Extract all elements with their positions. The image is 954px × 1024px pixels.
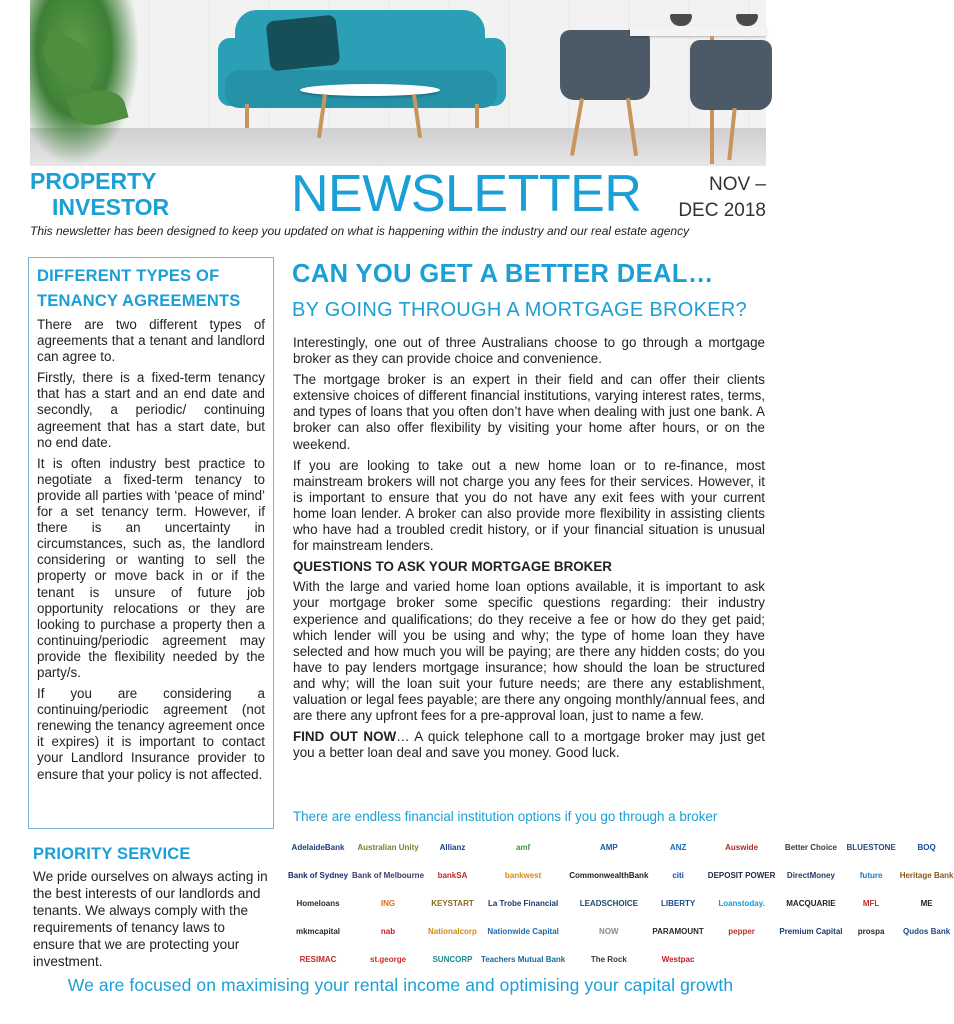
lender-logo: AdelaideBank [291, 843, 345, 852]
lender-logo: KEYSTART [431, 899, 474, 908]
lender-logo: bankSA [437, 871, 468, 880]
questions-paragraph: With the large and varied home loan options available, it is important to ask your mortgage broker some specific questions regarding: their industry experience and qualifications; do they receive a fee or how do they get paid; which lender will you be using and why; the type of home loan they have selected and how much you will be paying; are there any hidden costs; do you have to pay lenders mortgage insurance; how should the loan be structured and why; will the loan suit your future needs; are there any establishment, valuation or legal fees payable; are there any ongoing monthly/annual fees, and are there any upfront fees for a pre-approval loan, just to name a few. [293, 579, 765, 724]
lender-logos [288, 836, 954, 966]
find-out-lead: FIND OUT NOW [293, 729, 397, 745]
brand-line-1: PROPERTY [30, 168, 157, 194]
lender-logo: mkmcapital [295, 927, 341, 936]
lender-logo: Heritage Bank [899, 871, 954, 880]
find-out-paragraph [293, 729, 765, 761]
lender-logo: pepper [728, 927, 755, 936]
lender-logo: Allianz [439, 843, 466, 852]
lender-logo: Homeloans [296, 899, 340, 908]
tenancy-paragraph: It is often industry best practice to negotiate a fixed-term tenancy to provide all parties with ‘peace of mind’ for a set tenancy term. However, if there is an uncertainty in circumstances, such as, the landlord considering or wanting to sell the property or move back in or if the tenant is unsure of future job opportunity relocations or they are looking to purchase a property then a continuing/periodic agreement may provide the flexibility needed by the party/s. [37, 455, 265, 680]
lender-logo: Qudos Bank [903, 927, 951, 936]
lender-logo: The Rock [590, 955, 627, 964]
lender-logo: Nationwide Capital [487, 927, 559, 936]
lender-logo: ING [380, 899, 396, 908]
article-paragraph: Interestingly, one out of three Australians choose to go through a mortgage broker as they can provide choice and convenience. [293, 335, 765, 367]
lender-logo: Premium Capital [779, 927, 843, 936]
sofa-pillow [266, 14, 341, 71]
hero-floor [30, 128, 766, 166]
lender-logo: La Trobe Financial [487, 899, 559, 908]
lender-logo: RESIMAC [299, 955, 337, 964]
article-heading: CAN YOU GET A BETTER DEAL… [292, 260, 714, 288]
lender-logo: ANZ [669, 843, 687, 852]
tagline: This newsletter has been designed to keep you updated on what is happening within the industry and our real estate agency [30, 224, 690, 238]
lender-logo: Loanstoday. [718, 899, 765, 908]
article-body [293, 335, 765, 766]
lender-logo: BOQ [917, 843, 936, 852]
dining-table [630, 26, 766, 36]
priority-text: We pride ourselves on always acting in the best interests of our landlords and tenants. We always comply with the requirements of tenancy laws to ensure that we are protecting your investment. [33, 869, 268, 969]
find-out-text: … A quick telephone call to a mortgage broker may just get you a better loan deal and save you money. Good luck. [293, 729, 766, 761]
lender-logo: future [859, 871, 883, 880]
lender-logo: Bank of Melbourne [352, 871, 425, 880]
lender-logo: Nationalcorp [428, 927, 477, 936]
lender-logo: MACQUARIE [786, 899, 836, 908]
footer-slogan: We are focused on maximising your rental income and optimising your capital growth [67, 975, 734, 995]
lender-logo: Teachers Mutual Bank [480, 955, 566, 964]
lender-logo: LEADSCHOICE [579, 899, 638, 908]
brand-name [30, 168, 169, 220]
priority-section [33, 842, 269, 970]
issue-date-line-1: NOV – [708, 174, 766, 195]
lender-logo: amf [515, 843, 531, 852]
article-paragraph: If you are looking to take out a new home loan or to re-finance, most mainstream brokers will not charge you any fees for their services. However, it is important to ensure that you do not have any exit fees with your current home loan lender. A broker can also provide more flexibility in assisting clients who have had a troubled credit history, or if your financial situation is unusual for mainstream lenders. [293, 457, 765, 554]
issue-date [650, 172, 766, 224]
lender-logo: AMP [599, 843, 618, 852]
questions-heading: QUESTIONS TO ASK YOUR MORTGAGE BROKER [293, 559, 612, 575]
article-paragraph: The mortgage broker is an expert in their field and can offer their clients extensive choices of different financial institutions, varying interest rates, terms, and types of loans that you often don’t have when dealing with just one bank. A broker can also offer flexibility by visiting your home after hours, or on the weekend. [293, 372, 765, 452]
article-subheading: BY GOING THROUGH A MORTGAGE BROKER? [292, 299, 748, 321]
newsletter-title: NEWSLETTER [291, 165, 642, 223]
lender-logo: SUNCORP [432, 955, 473, 964]
lender-logo: nab [380, 927, 396, 936]
hero-photo [30, 0, 766, 166]
issue-date-line-2: DEC 2018 [678, 200, 766, 221]
dining-chair [560, 30, 650, 100]
dining-chair [690, 40, 772, 110]
lender-logo: DEPOSIT POWER [707, 871, 776, 880]
priority-heading: PRIORITY SERVICE [33, 845, 191, 863]
lender-logo: ME [920, 899, 933, 908]
lender-logo: st.george [370, 955, 407, 964]
tenancy-paragraph: There are two different types of agreements that a tenant and landlord can agree to. [37, 317, 265, 365]
lender-logo: Better Choice [784, 843, 837, 852]
tenancy-paragraph: If you are considering a continuing/periodic agreement (not renewing the tenancy agreement once it expires) it is important to contact your Landlord Insurance provider to ensure that your policy is not affected. [37, 686, 265, 782]
lender-logo: PARAMOUNT [652, 927, 704, 936]
coffee-table [300, 84, 440, 96]
lender-logo: citi [672, 871, 684, 880]
lender-logo: Auswide [725, 843, 759, 852]
tenancy-paragraph: Firstly, there is a fixed-term tenancy that has a start and an end date and secondly, a periodic/ continuing agreement that has a start date, but no end date. [37, 370, 265, 450]
lender-logo: MFL [862, 899, 880, 908]
lender-logo: NOW [599, 927, 619, 936]
lender-logo: bankwest [504, 871, 542, 880]
tenancy-heading: DIFFERENT TYPES OF TENANCY AGREEMENTS [37, 267, 241, 310]
lender-logo: prospa [857, 927, 885, 936]
lender-logo: Australian Unity [357, 843, 419, 852]
lender-logo: BLUESTONE [846, 843, 896, 852]
lender-logo: Bank of Sydney [288, 871, 349, 880]
lender-logo: DirectMoney [786, 871, 835, 880]
lender-logo: CommonwealthBank [569, 871, 649, 880]
lender-logo: Westpac [661, 955, 695, 964]
sofa-leg [245, 104, 249, 128]
lender-logo: LIBERTY [660, 899, 696, 908]
brand-line-2: INVESTOR [52, 194, 170, 220]
lenders-caption: There are endless financial institution options if you go through a broker [293, 809, 718, 824]
tenancy-box [28, 257, 274, 829]
sofa-leg [475, 104, 479, 128]
